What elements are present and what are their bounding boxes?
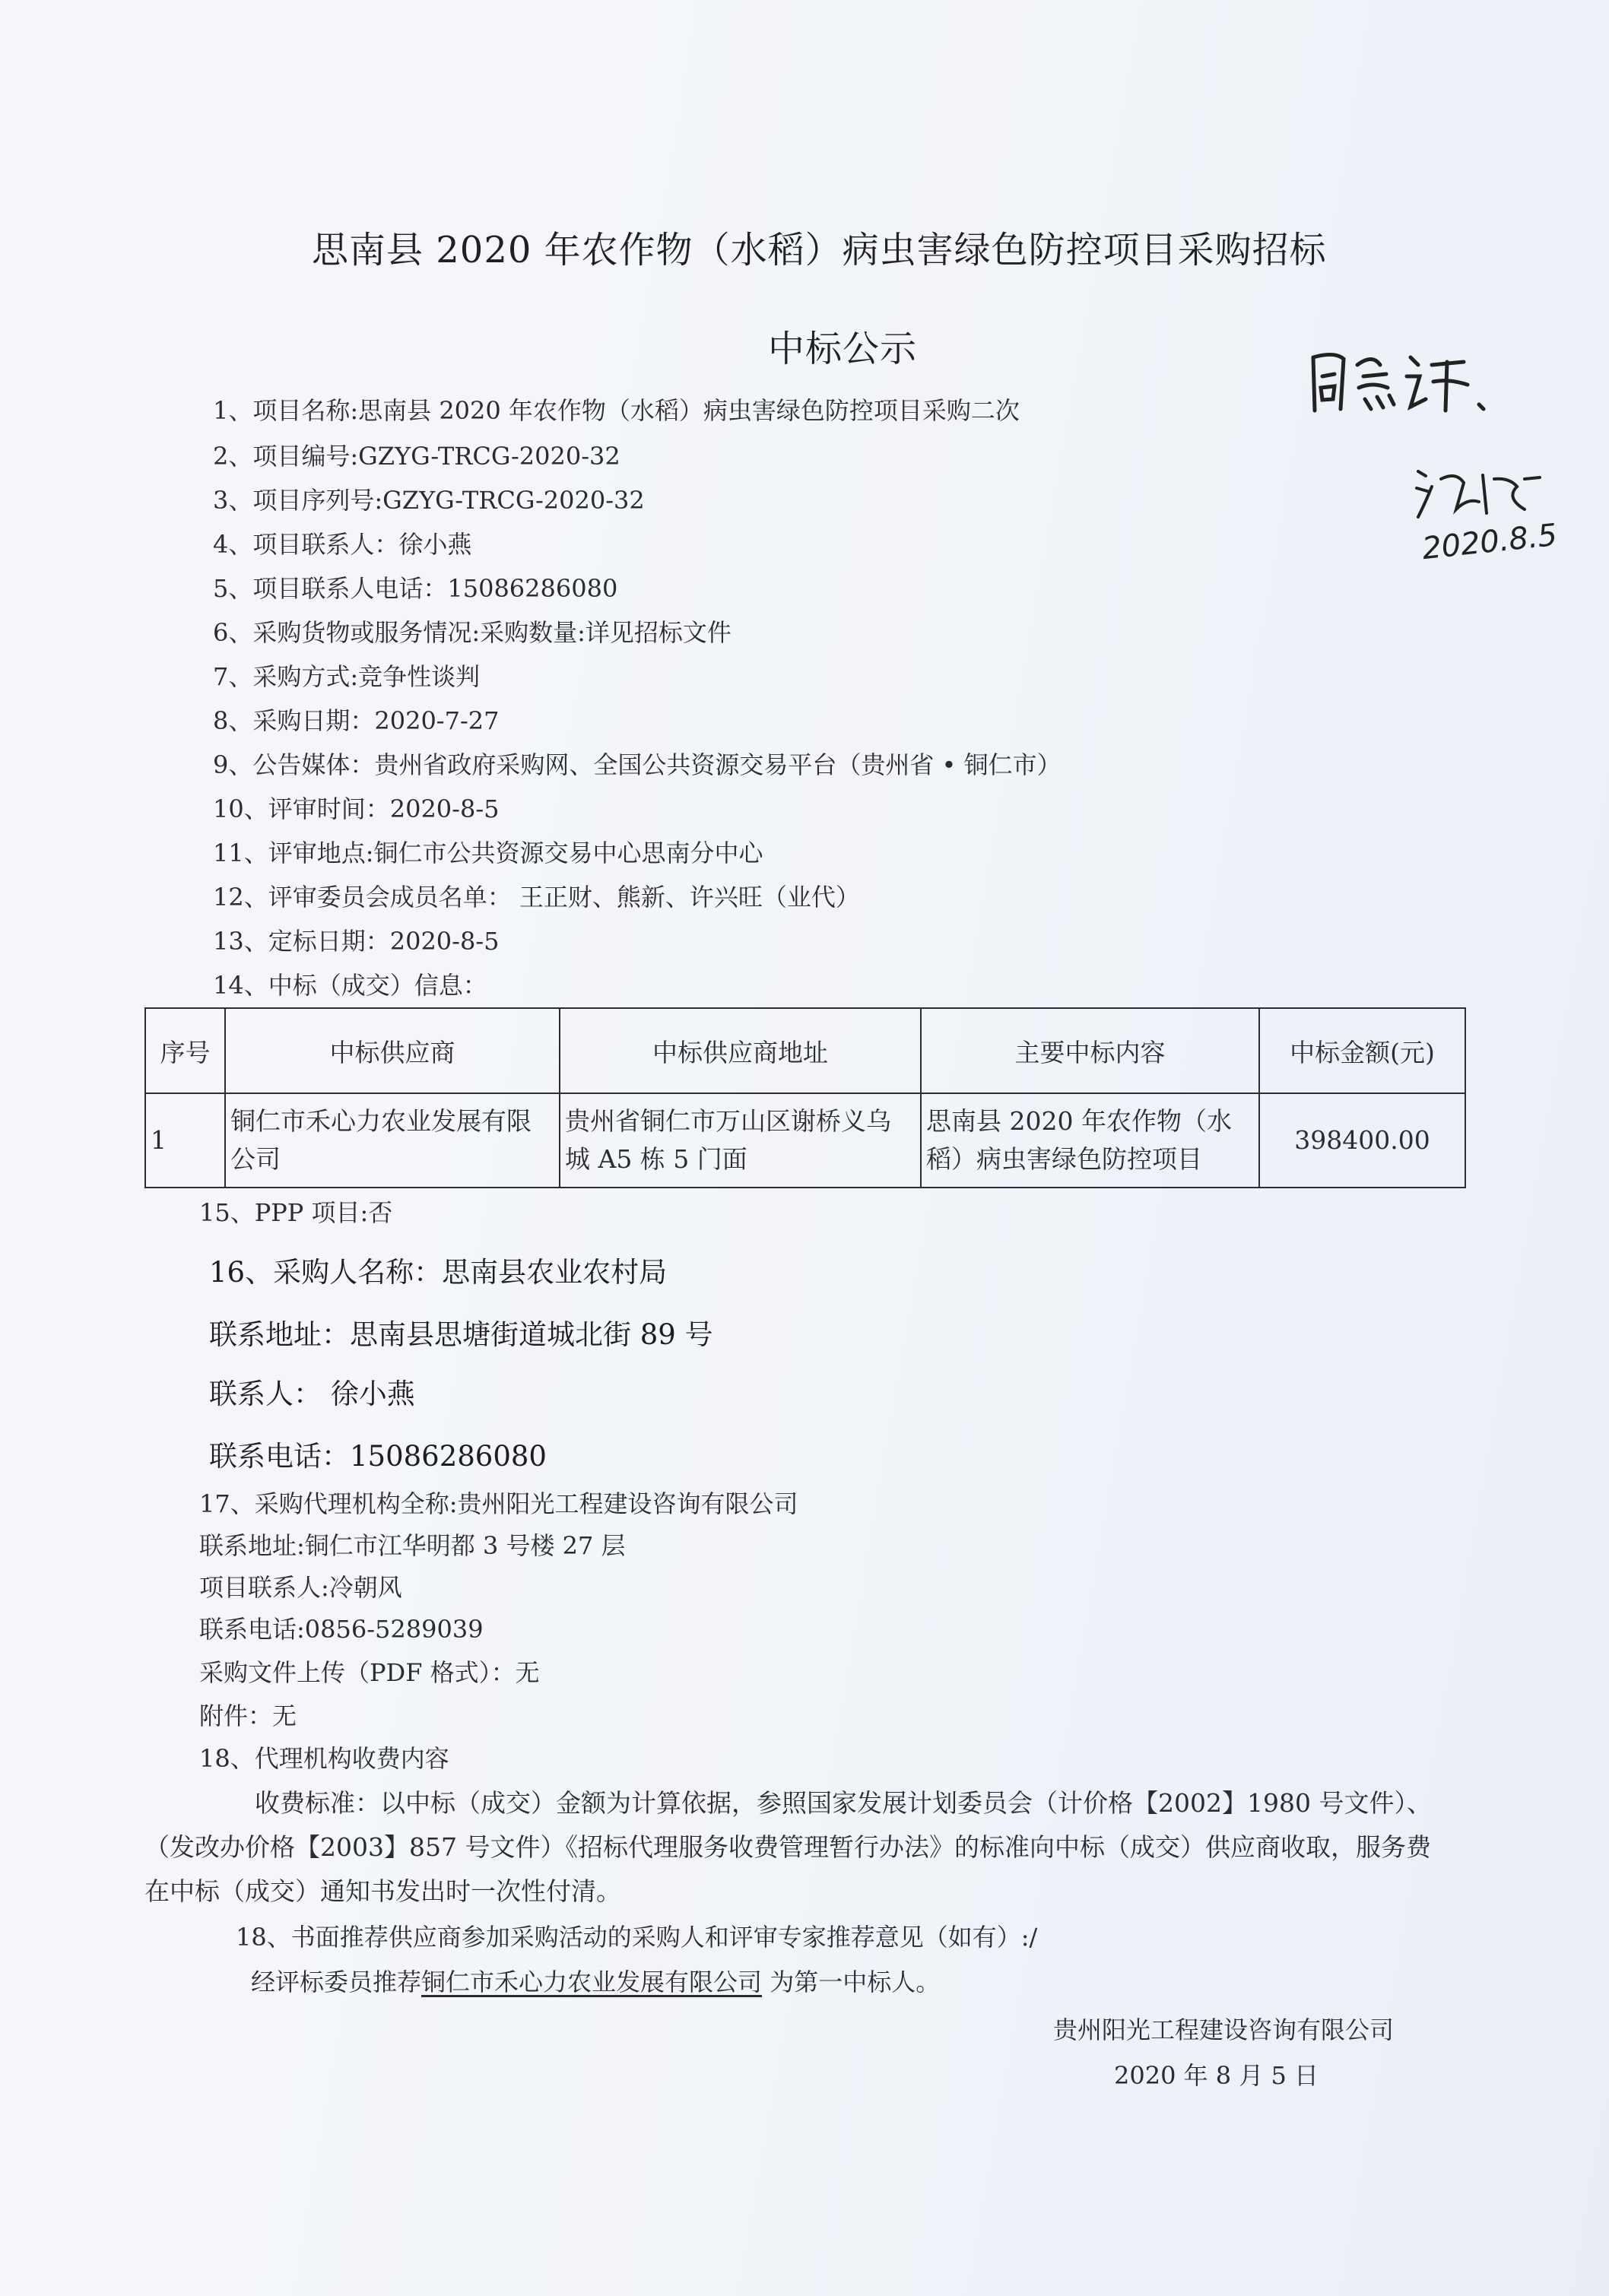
header-address: 中标供应商地址 [560, 1008, 921, 1093]
item-9: 9、公告媒体：贵州省政府采购网、全国公共资源交易平台（贵州省 • 铜仁市） [213, 750, 1062, 779]
item-14: 14、中标（成交）信息： [213, 971, 487, 1000]
table-row [145, 1093, 1465, 1188]
footer-company: 贵州阳光工程建设咨询有限公司 [1053, 2015, 1395, 2044]
agency-attachment: 附件：无 [199, 1701, 297, 1730]
purchaser-address: 联系地址：思南县思塘街道城北街 89 号 [209, 1318, 713, 1351]
recommend-line [251, 1963, 940, 1998]
handwritten-signature [1411, 456, 1547, 528]
item-7: 7、采购方式:竞争性谈判 [213, 662, 481, 691]
header-amount: 中标金额(元) [1259, 1008, 1465, 1093]
row-no: 1 [145, 1093, 225, 1188]
award-table [144, 1007, 1466, 1188]
agency-contact: 项目联系人:冷朝风 [199, 1573, 402, 1602]
item-3: 3、项目序列号:GZYG-TRCG-2020-32 [213, 486, 645, 515]
recommend-heading: 18、书面推荐供应商参加采购活动的采购人和评审专家推荐意见（如有）:/ [236, 1923, 1038, 1952]
fees-heading: 18、代理机构收费内容 [199, 1744, 449, 1773]
item-15: 15、PPP 项目:否 [199, 1198, 393, 1227]
handwritten-date: 2020.8.5 [1420, 517, 1560, 567]
item-12: 12、评审委员会成员名单： 王正财、熊新、许兴旺（业代） [213, 883, 860, 912]
header-supplier: 中标供应商 [225, 1008, 560, 1093]
fees-text: 收费标准：以中标（成交）金额为计算依据，参照国家发展计划委员会（计价格【2002】1980 号文件）、（发改办价格【2003】857 号文件）《招标代理服务收费管理暂行办法》的标准向中标（成交）供应商收取，服务费在中标（成交）通知书发出时一次性付清。 [144, 1788, 1432, 1906]
item-1: 1、项目名称:思南县 2020 年农作物（水稻）病虫害绿色防控项目采购二次 [213, 396, 1020, 425]
recommend-supplier: 铜仁市禾心力农业发展有限公司 [421, 1968, 763, 1996]
row-supplier: 铜仁市禾心力农业发展有限公司 [225, 1093, 560, 1188]
agency-upload: 采购文件上传（PDF 格式）：无 [199, 1658, 540, 1687]
handwritten-approval-mark [1304, 335, 1502, 426]
handwritten-approval [1304, 335, 1502, 429]
document-title: 思南县 2020 年农作物（水稻）病虫害绿色防控项目采购招标 [312, 229, 1327, 271]
agency-phone: 联系电话:0856-5289039 [199, 1615, 484, 1644]
header-content: 主要中标内容 [921, 1008, 1259, 1093]
recommend-suffix: 为第一中标人。 [762, 1968, 941, 1996]
item-4: 4、项目联系人：徐小燕 [213, 530, 472, 559]
row-content: 思南县 2020 年农作物（水稻）病虫害绿色防控项目 [921, 1093, 1259, 1188]
item-8: 8、采购日期：2020-7-27 [213, 706, 500, 735]
handwritten-signature-mark [1411, 456, 1547, 525]
item-10: 10、评审时间：2020-8-5 [213, 794, 500, 823]
row-address: 贵州省铜仁市万山区谢桥义乌城 A5 栋 5 门面 [560, 1093, 921, 1188]
item-6: 6、采购货物或服务情况:采购数量:详见招标文件 [213, 618, 732, 647]
purchaser-contact: 联系人： 徐小燕 [209, 1378, 415, 1410]
purchaser-name: 16、采购人名称：思南县农业农村局 [209, 1256, 668, 1289]
item-5: 5、项目联系人电话：15086286080 [213, 574, 618, 603]
recommend-prefix: 经评标委员推荐 [251, 1968, 422, 1996]
item-2: 2、项目编号:GZYG-TRCG-2020-32 [213, 442, 620, 471]
footer-date: 2020 年 8 月 5 日 [1114, 2061, 1319, 2090]
agency-address: 联系地址:铜仁市江华明都 3 号楼 27 层 [199, 1531, 626, 1560]
item-11: 11、评审地点:铜仁市公共资源交易中心思南分中心 [213, 839, 763, 867]
purchaser-phone: 联系电话：15086286080 [209, 1440, 547, 1473]
header-no: 序号 [145, 1008, 225, 1093]
item-13: 13、定标日期：2020-8-5 [213, 927, 500, 956]
agency-name: 17、采购代理机构全称:贵州阳光工程建设咨询有限公司 [199, 1489, 798, 1518]
table-header-row [145, 1008, 1465, 1093]
row-amount: 398400.00 [1259, 1093, 1465, 1188]
document-subtitle: 中标公示 [768, 328, 918, 370]
